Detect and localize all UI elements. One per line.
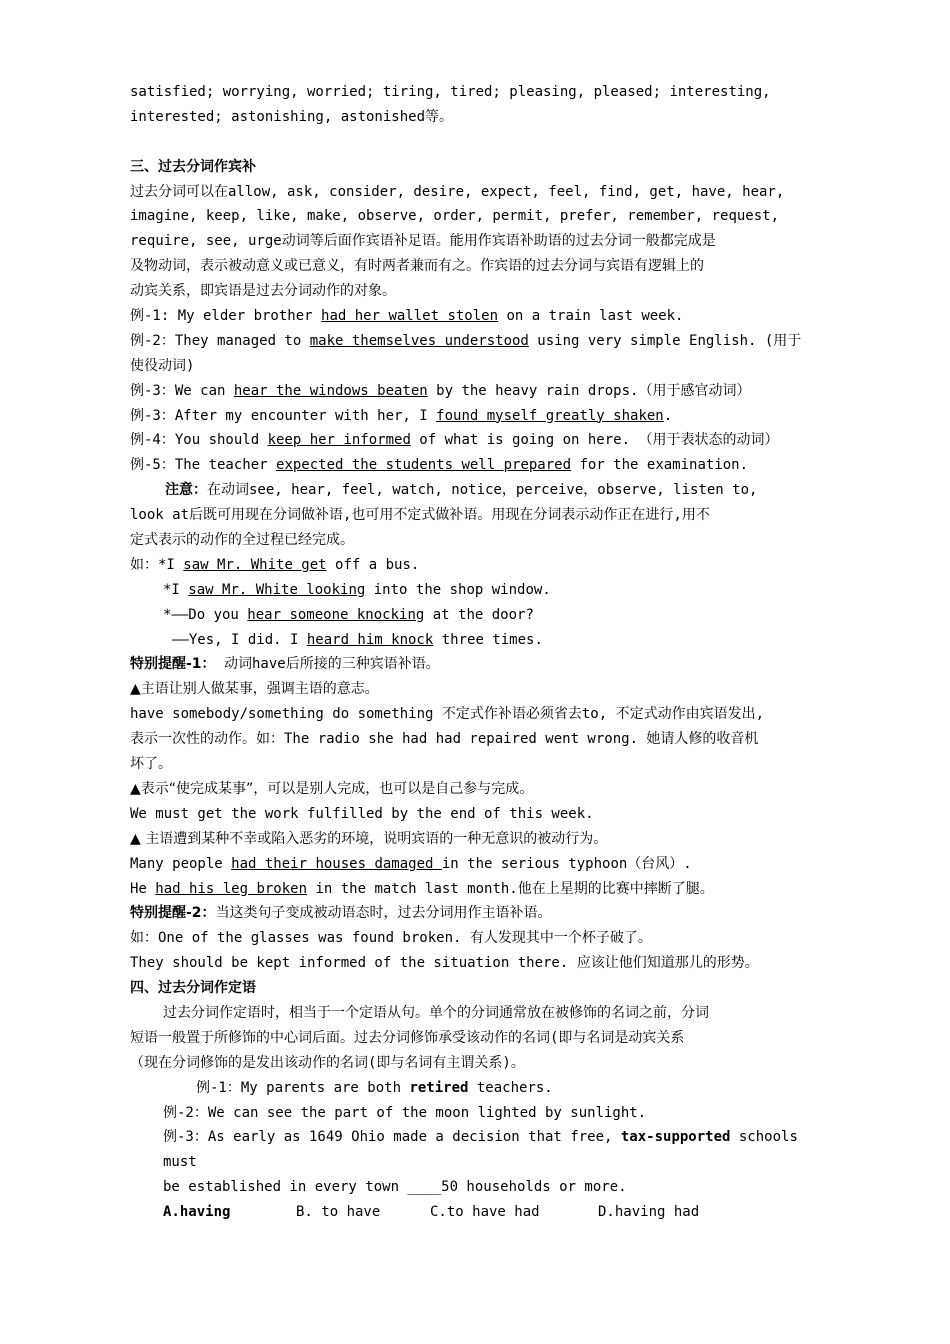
text-line: 短语一般置于所修饰的中心词后面。过去分词修饰承受该动作的名词(即与名词是动宾关系 (130, 1029, 685, 1046)
bullet-line: ▲ 主语遭到某种不幸或陷入恶劣的环境，说明宾语的一种无意识的被动行为。 (130, 830, 608, 847)
example-line (130, 304, 830, 329)
text-line: satisfied; worrying, worried; tiring, tired; pleasing, pleased; interesting, (130, 84, 771, 100)
example-text: by the heavy rain drops.（用于感官动词） (427, 382, 751, 399)
example-text: 例-3：After my encounter with her, I (130, 407, 437, 424)
example-line (130, 379, 830, 404)
text-line: require, see, urge动词等后面作宾语补足语。能用作宾语补助语的过去分词一般都完成是 (130, 233, 716, 250)
note-line (130, 478, 830, 503)
underlined-phrase: saw Mr. White get (183, 556, 327, 573)
example-text: ——Yes, I did. I (172, 631, 307, 648)
document-page (130, 80, 830, 1225)
example-text: 例-5：The teacher (130, 457, 277, 474)
example-text: of what is going on here. （用于表状态的动词） (410, 432, 779, 449)
example-line (130, 553, 830, 578)
text-line: look at后既可用现在分词做补语,也可用不定式做补语。用现在分词表示动作正在进行,用不 (130, 507, 710, 524)
example-text: in the serious typhoon（台风）. (441, 855, 692, 872)
example-line (130, 628, 830, 653)
text-line: be established in every town ____50 households or more. (163, 1179, 627, 1196)
text-line: 使役动词) (130, 357, 195, 374)
example-text: 例-1：My parents are both (196, 1079, 410, 1096)
text-line: 过去分词可以在allow, ask, consider, desire, expect, feel, find, get, have, hear, (130, 183, 785, 200)
section-heading: 四、过去分词作定语 (130, 980, 256, 997)
example-line (130, 603, 830, 628)
bullet-line: ▲主语让别人做某事，强调主语的意志。 (130, 681, 379, 698)
option-c: C.to have had (430, 1204, 540, 1221)
example-text: for the examination. (571, 457, 749, 474)
underlined-phrase: had her wallet stolen (321, 308, 499, 325)
example-text: schools (730, 1129, 798, 1146)
text-line: have somebody/something do something 不定式作补语必须省去to, 不定式动作由宾语发出, (130, 706, 765, 723)
underlined-phrase: found myself greatly shaken (436, 407, 664, 424)
text-line: 及物动词，表示被动意义或已意义，有时两者兼而有之。作宾语的过去分词与宾语有逻辑上的 (130, 258, 704, 275)
underlined-phrase: hear the windows beaten (233, 382, 428, 399)
text-line: 坏了。 (130, 756, 172, 773)
text-line: They should be kept informed of the situation there. 应该让他们知道那儿的形势。 (130, 955, 759, 972)
underlined-phrase: hear someone knocking (247, 606, 425, 623)
example-text: on a train last week. (498, 308, 684, 325)
example-text: off a bus. (326, 556, 420, 573)
text-line: 过去分词作定语时，相当于一个定语从句。单个的分词通常放在被修饰的名词之前，分词 (163, 1004, 709, 1021)
text-line: 定式表示的动作的全过程已经完成。 (130, 532, 354, 549)
underlined-phrase: expected the students well prepared (276, 457, 572, 474)
option-a: A.having (163, 1204, 231, 1221)
text-line: We must get the work fulfilled by the end of this week. (130, 805, 594, 822)
tip-text: 当这类句子变成被动语态时，过去分词用作主语补语。 (215, 905, 552, 922)
example-text: 例-3：We can (130, 382, 234, 399)
example-text: He (130, 880, 156, 897)
text-line: 动宾关系，即宾语是过去分词动作的对象。 (130, 283, 396, 300)
options-line (130, 1200, 830, 1225)
example-line (130, 404, 830, 429)
tip-line (130, 652, 830, 677)
example-text: using very simple English. (用于 (528, 332, 802, 349)
example-line (130, 453, 830, 478)
underlined-phrase: make themselves understood (309, 332, 529, 349)
underlined-phrase: keep her informed (267, 432, 411, 449)
text-line: 表示一次性的动作。如：The radio she had had repaired went wrong. 她请人修的收音机 (130, 731, 759, 748)
example-line (130, 852, 830, 877)
text-line: must (163, 1154, 197, 1171)
example-line (130, 578, 830, 603)
example-line (130, 428, 830, 453)
example-line (130, 329, 830, 354)
text-line: 例-2：We can see the part of the moon lighted by sunlight. (163, 1104, 647, 1121)
example-text: . (663, 407, 673, 424)
underlined-phrase: had their houses damaged (231, 855, 442, 872)
option-b: B. to have (296, 1204, 381, 1221)
section-heading: 三、过去分词作宾补 (130, 158, 256, 175)
example-text: 例-1: My elder brother (130, 308, 322, 325)
text-line: （现在分词修饰的是发出该动作的名词(即与名词有主谓关系)。 (130, 1054, 525, 1071)
text-line: interested; astonishing, astonished等。 (130, 108, 454, 125)
option-d: D.having had (598, 1204, 700, 1221)
example-text: 如：*I (130, 556, 184, 573)
example-text: Many people (130, 855, 232, 872)
bullet-line: ▲表示“使完成某事”，可以是别人完成，也可以是自己参与完成。 (130, 780, 534, 797)
example-text: in the match last month.他在上星期的比赛中摔断了腿。 (307, 880, 714, 897)
example-text: *——Do you (163, 606, 248, 623)
tip-line (130, 901, 830, 926)
example-text: 例-2：They managed to (130, 332, 310, 349)
example-text: *I (163, 581, 189, 598)
example-text: 例-3：As early as 1649 Ohio made a decision that free, (163, 1129, 621, 1146)
underlined-phrase: had his leg broken (155, 880, 308, 897)
example-text: three times. (433, 631, 543, 648)
text-line: imagine, keep, like, make, observe, order, permit, prefer, remember, request, (130, 208, 780, 225)
underlined-phrase: saw Mr. White looking (188, 581, 366, 598)
note-text: 在动词see, hear, feel, watch, notice，perceive，observe, listen to, (207, 482, 758, 499)
example-line (130, 1076, 830, 1101)
example-line (130, 877, 830, 902)
underlined-phrase: heard him knock (306, 631, 434, 648)
example-text: at the door? (424, 606, 534, 623)
example-text: into the shop window. (365, 581, 551, 598)
example-text: 例-4：You should (130, 432, 268, 449)
example-text: teachers. (468, 1079, 553, 1096)
example-line (130, 1125, 830, 1150)
tip-label: 特别提醒-1： (130, 656, 216, 673)
bold-word: retired (409, 1079, 469, 1096)
note-label: 注意： (165, 482, 207, 499)
tip-text: 动词have后所接的三种宾语补语。 (215, 656, 440, 673)
text-line: 如：One of the glasses was found broken. 有人发现其中一个杯子破了。 (130, 930, 652, 947)
tip-label: 特别提醒-2： (130, 905, 216, 922)
bold-word: tax-supported (620, 1129, 731, 1146)
